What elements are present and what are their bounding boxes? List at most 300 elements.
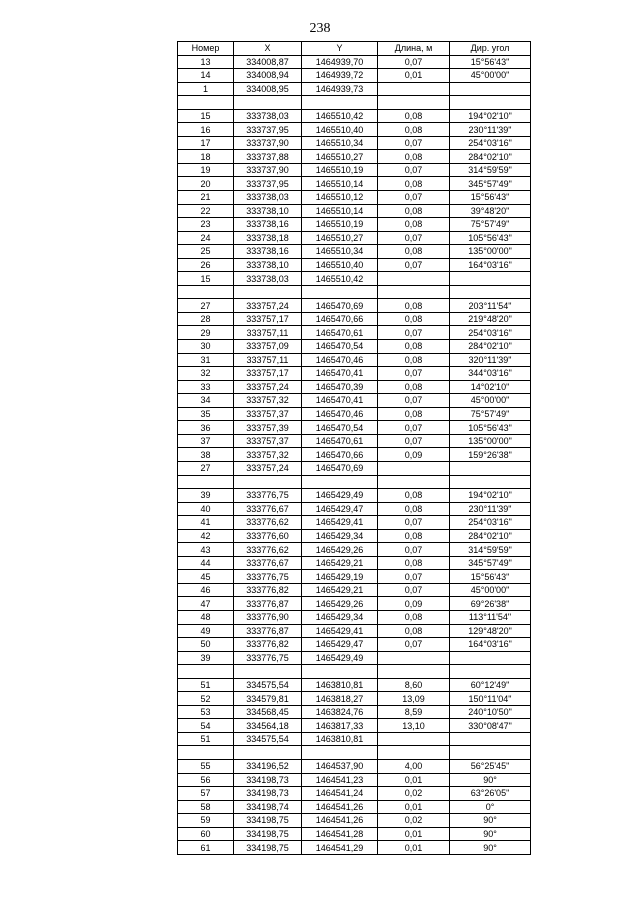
cell-x: 333757,32: [234, 448, 302, 462]
cell-length: [378, 82, 450, 96]
cell-number: 20: [178, 177, 234, 191]
cell-bearing: 284°02'10": [450, 340, 531, 354]
cell-y: 1464541,24: [302, 787, 378, 801]
cell-y: [302, 285, 378, 299]
table-row: [178, 746, 531, 760]
cell-number: [178, 475, 234, 489]
cell-length: 0,07: [378, 258, 450, 272]
cell-y: 1465429,21: [302, 583, 378, 597]
cell-y: 1465470,39: [302, 380, 378, 394]
cell-x: [234, 96, 302, 110]
cell-x: 333737,95: [234, 177, 302, 191]
table-row: [178, 326, 531, 340]
cell-length: 0,09: [378, 597, 450, 611]
table-row: [178, 651, 531, 665]
cell-y: 1464541,29: [302, 841, 378, 855]
cell-y: 1464541,28: [302, 827, 378, 841]
cell-bearing: [450, 732, 531, 746]
cell-x: 333776,62: [234, 516, 302, 530]
table-row: [178, 421, 531, 435]
cell-bearing: [450, 96, 531, 110]
table-row: [178, 285, 531, 299]
cell-y: [302, 475, 378, 489]
cell-x: 333776,75: [234, 489, 302, 503]
table-row: [178, 502, 531, 516]
cell-number: 51: [178, 732, 234, 746]
cell-number: 49: [178, 624, 234, 638]
cell-length: 4,00: [378, 759, 450, 773]
cell-x: 333738,10: [234, 204, 302, 218]
table-row: [178, 434, 531, 448]
table-row: [178, 353, 531, 367]
table-row: [178, 394, 531, 408]
cell-x: [234, 475, 302, 489]
cell-bearing: 60°12'49": [450, 678, 531, 692]
table-row: [178, 204, 531, 218]
table-row: [178, 448, 531, 462]
cell-length: 0,07: [378, 163, 450, 177]
cell-y: 1465429,49: [302, 651, 378, 665]
cell-bearing: [450, 272, 531, 286]
cell-number: 15: [178, 272, 234, 286]
cell-length: 0,01: [378, 800, 450, 814]
cell-y: 1465510,34: [302, 245, 378, 259]
table-row: [178, 529, 531, 543]
cell-bearing: 15°56'43": [450, 191, 531, 205]
cell-x: 333776,75: [234, 570, 302, 584]
cell-x: 334198,73: [234, 773, 302, 787]
cell-length: 0,01: [378, 773, 450, 787]
cell-x: 333738,03: [234, 272, 302, 286]
cell-length: [378, 96, 450, 110]
cell-length: 0,08: [378, 489, 450, 503]
cell-y: 1465510,42: [302, 272, 378, 286]
cell-y: 1465429,26: [302, 597, 378, 611]
cell-y: 1464939,72: [302, 69, 378, 83]
cell-length: 0,08: [378, 123, 450, 137]
cell-x: 333776,67: [234, 556, 302, 570]
cell-x: 333757,39: [234, 421, 302, 435]
cell-bearing: 105°56'43": [450, 231, 531, 245]
cell-length: 0,08: [378, 529, 450, 543]
cell-number: 23: [178, 218, 234, 232]
cell-length: 0,08: [378, 299, 450, 313]
cell-number: 29: [178, 326, 234, 340]
cell-y: 1465470,69: [302, 461, 378, 475]
cell-y: 1465510,40: [302, 123, 378, 137]
cell-bearing: 90°: [450, 773, 531, 787]
cell-length: 0,08: [378, 624, 450, 638]
table-row: [178, 556, 531, 570]
cell-length: 0,07: [378, 434, 450, 448]
cell-x: [234, 285, 302, 299]
table-row: [178, 96, 531, 110]
table-row: [178, 231, 531, 245]
cell-x: 333776,90: [234, 610, 302, 624]
cell-number: 35: [178, 407, 234, 421]
cell-y: 1464541,26: [302, 814, 378, 828]
cell-bearing: 105°56'43": [450, 421, 531, 435]
cell-y: 1465470,69: [302, 299, 378, 313]
cell-number: 32: [178, 367, 234, 381]
cell-bearing: 159°26'38": [450, 448, 531, 462]
table-row: [178, 150, 531, 164]
cell-x: 333776,67: [234, 502, 302, 516]
cell-x: 333757,11: [234, 353, 302, 367]
cell-length: 0,08: [378, 610, 450, 624]
cell-length: 0,08: [378, 353, 450, 367]
cell-bearing: 75°57'49": [450, 407, 531, 421]
cell-y: 1463817,33: [302, 719, 378, 733]
cell-x: 333776,62: [234, 543, 302, 557]
cell-y: 1465429,47: [302, 502, 378, 516]
cell-length: 0,08: [378, 407, 450, 421]
cell-number: [178, 96, 234, 110]
cell-x: 334008,94: [234, 69, 302, 83]
cell-number: 61: [178, 841, 234, 855]
cell-y: 1465470,61: [302, 326, 378, 340]
cell-x: 333737,88: [234, 150, 302, 164]
cell-x: 334196,52: [234, 759, 302, 773]
cell-length: 0,01: [378, 69, 450, 83]
cell-bearing: 135°00'00": [450, 434, 531, 448]
column-header-x: X: [234, 42, 302, 56]
table-row: [178, 787, 531, 801]
table-row: [178, 543, 531, 557]
cell-x: 333757,24: [234, 461, 302, 475]
cell-length: [378, 651, 450, 665]
cell-number: 47: [178, 597, 234, 611]
cell-length: [378, 461, 450, 475]
cell-x: 334198,73: [234, 787, 302, 801]
cell-bearing: 129°48'20": [450, 624, 531, 638]
cell-x: 334198,75: [234, 814, 302, 828]
table-row: [178, 719, 531, 733]
cell-y: 1465510,27: [302, 231, 378, 245]
cell-bearing: 15°56'43": [450, 570, 531, 584]
cell-bearing: 194°02'10": [450, 109, 531, 123]
cell-length: 0,07: [378, 326, 450, 340]
cell-length: 0,07: [378, 421, 450, 435]
table-row: [178, 340, 531, 354]
cell-bearing: 203°11'54": [450, 299, 531, 313]
cell-number: 1: [178, 82, 234, 96]
cell-y: 1465470,41: [302, 394, 378, 408]
table-row: [178, 367, 531, 381]
cell-number: 57: [178, 787, 234, 801]
cell-number: 34: [178, 394, 234, 408]
cell-length: [378, 746, 450, 760]
cell-length: 0,08: [378, 502, 450, 516]
cell-y: 1465470,46: [302, 407, 378, 421]
cell-bearing: 150°11'04": [450, 692, 531, 706]
cell-y: [302, 746, 378, 760]
cell-number: 54: [178, 719, 234, 733]
cell-number: 16: [178, 123, 234, 137]
cell-x: 334198,75: [234, 827, 302, 841]
cell-bearing: 90°: [450, 827, 531, 841]
table-row: [178, 489, 531, 503]
cell-number: 43: [178, 543, 234, 557]
cell-bearing: 39°48'20": [450, 204, 531, 218]
table-row: [178, 705, 531, 719]
table-row: [178, 299, 531, 313]
cell-x: 333738,18: [234, 231, 302, 245]
cell-bearing: 63°26'05": [450, 787, 531, 801]
cell-bearing: 14°02'10": [450, 380, 531, 394]
cell-x: 334008,95: [234, 82, 302, 96]
cell-bearing: [450, 746, 531, 760]
cell-number: 15: [178, 109, 234, 123]
cell-number: 26: [178, 258, 234, 272]
cell-bearing: [450, 461, 531, 475]
table-row: [178, 773, 531, 787]
cell-length: 0,09: [378, 448, 450, 462]
cell-x: 333757,37: [234, 434, 302, 448]
cell-length: 0,08: [378, 312, 450, 326]
cell-length: [378, 475, 450, 489]
cell-y: 1463810,81: [302, 732, 378, 746]
cell-number: 52: [178, 692, 234, 706]
cell-number: 45: [178, 570, 234, 584]
cell-x: [234, 665, 302, 679]
cell-bearing: 230°11'39": [450, 502, 531, 516]
cell-y: 1465429,34: [302, 529, 378, 543]
cell-x: 333738,03: [234, 109, 302, 123]
cell-y: 1464541,26: [302, 800, 378, 814]
cell-length: 0,07: [378, 394, 450, 408]
table-row: [178, 82, 531, 96]
cell-length: 0,07: [378, 570, 450, 584]
cell-y: 1465510,27: [302, 150, 378, 164]
cell-x: 333757,11: [234, 326, 302, 340]
cell-bearing: 45°00'00": [450, 394, 531, 408]
cell-number: 55: [178, 759, 234, 773]
cell-length: 13,10: [378, 719, 450, 733]
cell-y: 1463824,76: [302, 705, 378, 719]
cell-number: [178, 285, 234, 299]
cell-number: 21: [178, 191, 234, 205]
cell-x: 333776,87: [234, 597, 302, 611]
cell-bearing: 75°57'49": [450, 218, 531, 232]
cell-number: 36: [178, 421, 234, 435]
column-header-y: Y: [302, 42, 378, 56]
cell-number: 31: [178, 353, 234, 367]
cell-bearing: 194°02'10": [450, 489, 531, 503]
cell-number: 17: [178, 136, 234, 150]
cell-x: 333757,24: [234, 299, 302, 313]
cell-bearing: 254°03'16": [450, 516, 531, 530]
cell-y: 1464939,70: [302, 55, 378, 69]
cell-bearing: 15°56'43": [450, 55, 531, 69]
cell-y: 1464541,23: [302, 773, 378, 787]
cell-number: 46: [178, 583, 234, 597]
cell-length: 8,59: [378, 705, 450, 719]
cell-length: 0,08: [378, 109, 450, 123]
cell-x: 333757,09: [234, 340, 302, 354]
cell-x: 333737,90: [234, 136, 302, 150]
cell-length: 0,08: [378, 556, 450, 570]
cell-x: 333757,17: [234, 367, 302, 381]
cell-length: [378, 272, 450, 286]
table-row: [178, 177, 531, 191]
cell-number: 27: [178, 299, 234, 313]
cell-bearing: 330°08'47": [450, 719, 531, 733]
cell-bearing: 219°48'20": [450, 312, 531, 326]
cell-bearing: 320°11'39": [450, 353, 531, 367]
table-row: [178, 638, 531, 652]
cell-bearing: 164°03'16": [450, 258, 531, 272]
cell-number: 56: [178, 773, 234, 787]
table-row: [178, 136, 531, 150]
cell-bearing: 45°00'00": [450, 583, 531, 597]
cell-number: 19: [178, 163, 234, 177]
cell-length: 0,08: [378, 204, 450, 218]
cell-number: 39: [178, 489, 234, 503]
table-row: [178, 407, 531, 421]
cell-length: 0,02: [378, 814, 450, 828]
cell-x: 333757,32: [234, 394, 302, 408]
cell-x: 333776,60: [234, 529, 302, 543]
table-row: [178, 312, 531, 326]
cell-number: 39: [178, 651, 234, 665]
cell-y: 1465470,54: [302, 340, 378, 354]
cell-y: 1465470,54: [302, 421, 378, 435]
cell-bearing: [450, 285, 531, 299]
table-row: [178, 732, 531, 746]
cell-y: 1465510,19: [302, 163, 378, 177]
cell-x: 333776,82: [234, 638, 302, 652]
cell-y: 1465429,34: [302, 610, 378, 624]
cell-y: 1465429,21: [302, 556, 378, 570]
cell-x: 334568,45: [234, 705, 302, 719]
table-row: [178, 583, 531, 597]
cell-length: 0,08: [378, 150, 450, 164]
cell-y: 1465510,14: [302, 177, 378, 191]
cell-bearing: 69°26'38": [450, 597, 531, 611]
cell-number: 24: [178, 231, 234, 245]
cell-length: 0,07: [378, 543, 450, 557]
table-row: [178, 665, 531, 679]
cell-length: [378, 665, 450, 679]
cell-bearing: 90°: [450, 841, 531, 855]
cell-length: 0,08: [378, 245, 450, 259]
cell-bearing: 344°03'16": [450, 367, 531, 381]
cell-length: 0,08: [378, 218, 450, 232]
cell-length: [378, 285, 450, 299]
cell-bearing: 284°02'10": [450, 529, 531, 543]
cell-x: 333738,10: [234, 258, 302, 272]
cell-bearing: 345°57'49": [450, 177, 531, 191]
cell-number: 37: [178, 434, 234, 448]
cell-y: 1465429,41: [302, 516, 378, 530]
cell-x: 334198,75: [234, 841, 302, 855]
cell-y: 1465470,46: [302, 353, 378, 367]
cell-bearing: 230°11'39": [450, 123, 531, 137]
cell-bearing: 135°00'00": [450, 245, 531, 259]
cell-number: 40: [178, 502, 234, 516]
cell-x: 333776,82: [234, 583, 302, 597]
cell-x: 333737,90: [234, 163, 302, 177]
cell-x: 333737,95: [234, 123, 302, 137]
cell-y: 1464939,73: [302, 82, 378, 96]
cell-length: 0,07: [378, 638, 450, 652]
cell-bearing: [450, 475, 531, 489]
cell-y: 1465470,66: [302, 448, 378, 462]
cell-number: 44: [178, 556, 234, 570]
cell-x: 333757,37: [234, 407, 302, 421]
cell-number: 58: [178, 800, 234, 814]
table-row: [178, 610, 531, 624]
cell-number: 59: [178, 814, 234, 828]
cell-y: 1463810,81: [302, 678, 378, 692]
cell-length: 0,01: [378, 827, 450, 841]
cell-length: 0,02: [378, 787, 450, 801]
cell-bearing: 345°57'49": [450, 556, 531, 570]
cell-y: 1465510,34: [302, 136, 378, 150]
table-row: [178, 461, 531, 475]
cell-x: 334008,87: [234, 55, 302, 69]
cell-number: 51: [178, 678, 234, 692]
cell-number: 50: [178, 638, 234, 652]
cell-number: 53: [178, 705, 234, 719]
table-row: [178, 814, 531, 828]
cell-length: 8,60: [378, 678, 450, 692]
cell-x: 333757,17: [234, 312, 302, 326]
cell-number: 48: [178, 610, 234, 624]
table-row: [178, 475, 531, 489]
cell-x: 334575,54: [234, 678, 302, 692]
cell-bearing: 284°02'10": [450, 150, 531, 164]
column-header-length: Длина, м: [378, 42, 450, 56]
cell-bearing: 164°03'16": [450, 638, 531, 652]
cell-y: 1465510,12: [302, 191, 378, 205]
cell-y: 1465429,47: [302, 638, 378, 652]
cell-number: [178, 746, 234, 760]
cell-y: 1465510,14: [302, 204, 378, 218]
cell-bearing: 113°11'54": [450, 610, 531, 624]
cell-y: [302, 665, 378, 679]
cell-bearing: 314°59'59": [450, 163, 531, 177]
cell-length: 0,01: [378, 841, 450, 855]
table-row: [178, 123, 531, 137]
table-row: [178, 163, 531, 177]
cell-x: 333738,03: [234, 191, 302, 205]
cell-number: 22: [178, 204, 234, 218]
cell-x: 333776,87: [234, 624, 302, 638]
cell-x: 334579,81: [234, 692, 302, 706]
cell-bearing: 254°03'16": [450, 326, 531, 340]
cell-y: [302, 96, 378, 110]
cell-bearing: 254°03'16": [450, 136, 531, 150]
table-row: [178, 191, 531, 205]
cell-length: 0,07: [378, 583, 450, 597]
cell-y: 1465470,66: [302, 312, 378, 326]
cell-length: 0,08: [378, 380, 450, 394]
cell-number: 28: [178, 312, 234, 326]
cell-bearing: [450, 651, 531, 665]
cell-length: 0,07: [378, 136, 450, 150]
cell-length: 0,07: [378, 516, 450, 530]
cell-bearing: 45°00'00": [450, 69, 531, 83]
table-row: [178, 218, 531, 232]
table-row: [178, 624, 531, 638]
cell-number: 27: [178, 461, 234, 475]
table-row: [178, 69, 531, 83]
table-row: [178, 109, 531, 123]
cell-y: 1465429,19: [302, 570, 378, 584]
cell-length: 0,07: [378, 191, 450, 205]
